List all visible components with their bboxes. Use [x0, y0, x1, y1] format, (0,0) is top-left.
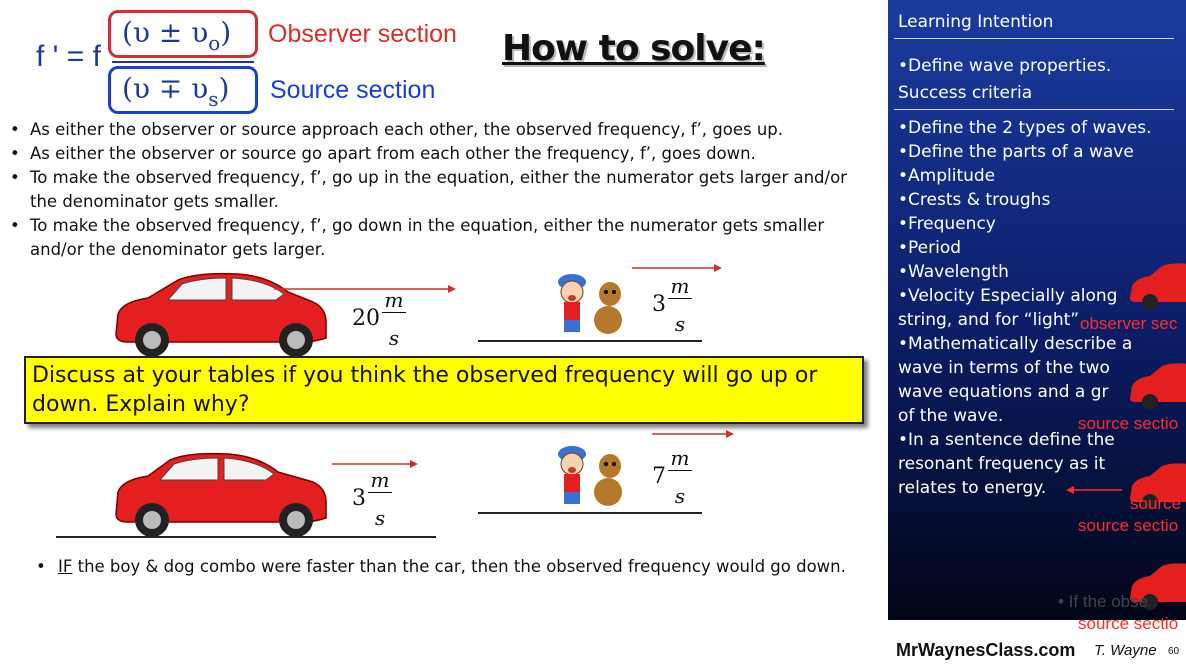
learning-panel	[888, 0, 1186, 620]
criteria-item: •Wavelength	[898, 262, 1009, 282]
page-title: How to solve:	[502, 28, 765, 69]
formula-lhs: f ' = f	[36, 40, 101, 73]
unit-numerator: m	[668, 274, 692, 299]
criteria-item: •Velocity Especially along	[898, 286, 1118, 306]
emphasis-if: IF	[58, 557, 73, 576]
boy-and-dog-icon	[550, 264, 630, 342]
ghost-bullet: • If the obse	[1058, 592, 1149, 611]
boy-and-dog-icon	[550, 436, 630, 514]
panel-divider	[894, 109, 1174, 110]
fraction-bar	[112, 61, 254, 63]
criteria-item: wave equations and a gr	[898, 382, 1109, 402]
ghost-source-label: source sectio	[1078, 614, 1179, 633]
car-velocity-arrow	[272, 283, 458, 295]
doppler-fraction	[108, 10, 258, 110]
unit-denominator: s	[388, 326, 400, 350]
boy-ground-line	[478, 340, 702, 342]
discussion-prompt: Discuss at your tables if you think the observed frequency will go up or down. Explain why?	[24, 356, 864, 424]
ghost-source-label: source sectio	[1078, 414, 1179, 433]
success-criteria-list	[898, 116, 1152, 500]
ghost-source-label: source sectio	[1078, 516, 1179, 535]
denominator: $(\upsilon \mp \upsilon_s)$	[122, 72, 230, 111]
criteria-item: •Define the 2 types of waves.	[898, 118, 1152, 138]
success-criteria-title: Success criteria	[898, 83, 1033, 103]
panel-divider	[894, 38, 1174, 39]
criteria-item: •Mathematically describe a	[898, 334, 1133, 354]
conclusion-bullet	[36, 555, 878, 579]
unit-numerator: m	[668, 446, 692, 471]
criteria-item: wave in terms of the two	[898, 358, 1110, 378]
car-speed-value: 3	[352, 486, 366, 511]
page-number: 60	[1168, 646, 1180, 657]
car-speed-value: 20	[352, 306, 380, 331]
source-section-label: Source section	[270, 76, 436, 104]
unit-denominator: s	[674, 484, 686, 508]
footer-brand: MrWaynesClass.com	[896, 640, 1076, 660]
car-thumbnail-icon	[1126, 262, 1186, 312]
list-item: • To make the observed frequency, f’, go down in the equation, either the numerator gets smaller and/or the denominator gets larger.	[8, 214, 878, 262]
learning-intention-title: Learning Intention	[898, 12, 1054, 32]
ghost-source-label: source	[1130, 494, 1182, 513]
ground-line	[56, 536, 436, 538]
rules-list	[8, 118, 878, 262]
boy-velocity-arrow	[630, 262, 724, 274]
learning-intention-item: •Define wave properties.	[898, 56, 1112, 76]
criteria-item: string, and for “light”	[898, 310, 1080, 330]
boy-velocity-arrow	[650, 428, 736, 440]
list-item: • As either the observer or source go apart from each other the frequency, f’, goes down.	[8, 142, 878, 166]
criteria-item: resonant frequency as it	[898, 454, 1106, 474]
car-illustration	[108, 452, 333, 542]
unit-numerator: m	[368, 468, 392, 493]
ghost-observer-label: observer sec	[1080, 314, 1178, 333]
criteria-item: of the wave.	[898, 406, 1004, 426]
criteria-item: •Frequency	[898, 214, 996, 234]
boy-speed-value: 7	[652, 464, 666, 489]
observer-section-label: Observer section	[268, 20, 457, 48]
unit-denominator: s	[374, 506, 386, 530]
numerator: $(\upsilon \pm \upsilon_o)$	[122, 16, 232, 55]
criteria-item: •Amplitude	[898, 166, 996, 186]
list-item: • As either the observer or source approach each other, the observed frequency, f’, goes up.	[8, 118, 878, 142]
criteria-item: •Period	[898, 238, 962, 258]
criteria-item: relates to energy.	[898, 478, 1047, 498]
criteria-item: •In a sentence define the	[898, 430, 1115, 450]
footer-author: T. Wayne	[1094, 642, 1157, 659]
list-item: • To make the observed frequency, f’, go up in the equation, either the numerator gets larger and/or the denominator gets smaller.	[8, 166, 878, 214]
ghost-arrow	[1064, 484, 1124, 496]
boy-speed-value: 3	[652, 292, 666, 317]
criteria-item: •Crests & troughs	[898, 190, 1051, 210]
conclusion-text: the boy & dog combo were faster than the car, then the observed frequency would go down.	[72, 557, 846, 576]
unit-denominator: s	[674, 312, 686, 336]
car-thumbnail-icon	[1126, 362, 1186, 412]
boy-ground-line	[478, 512, 702, 514]
criteria-item: •Define the parts of a wave	[898, 142, 1134, 162]
unit-numerator: m	[382, 288, 406, 313]
